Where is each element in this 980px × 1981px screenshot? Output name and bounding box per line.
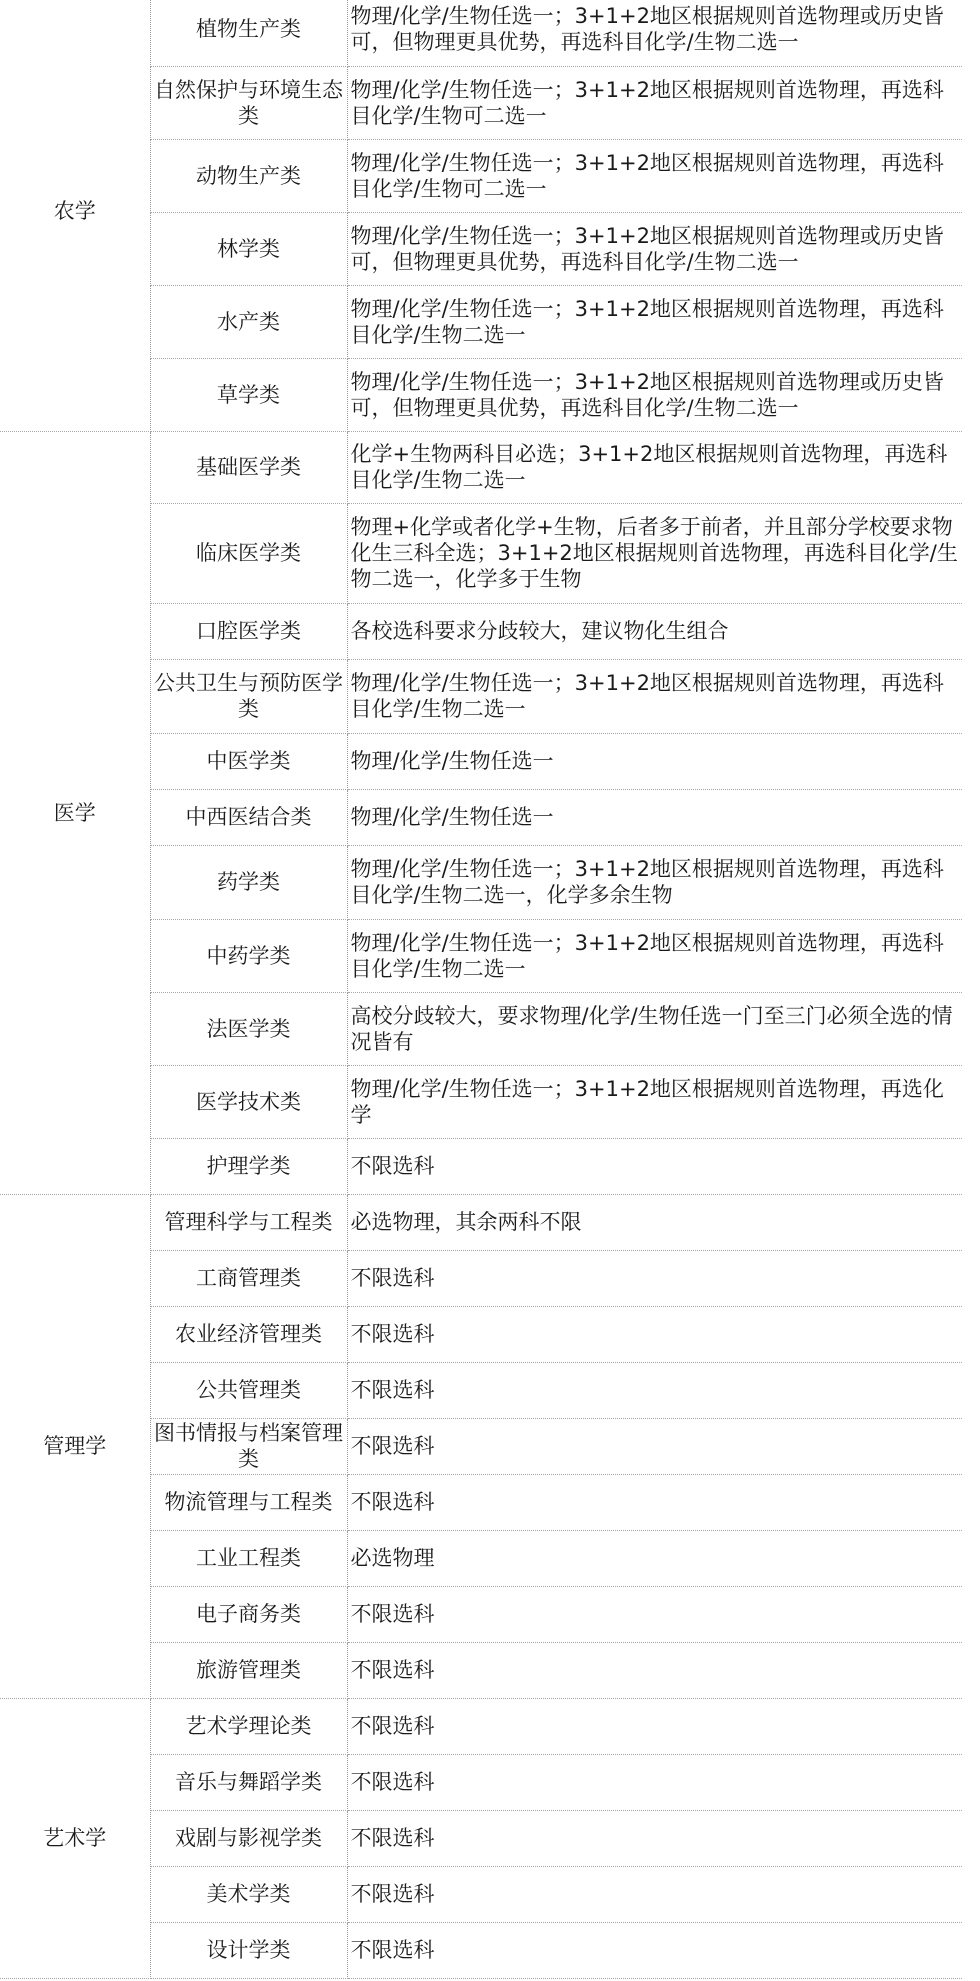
- requirement-cell: 物理/化学/生物任选一；3+1+2地区根据规则首选物理，再选科目化学/生物二选一，化学多余生物: [347, 845, 962, 919]
- requirement-cell: 物理/化学/生物任选一: [347, 789, 962, 845]
- requirement-cell: 不限选科: [347, 1474, 962, 1530]
- requirement-cell: 物理/化学/生物任选一；3+1+2地区根据规则首选物理或历史皆可，但物理更具优势，再选科目化学/生物二选一: [347, 0, 962, 66]
- requirement-cell: 不限选科: [347, 1250, 962, 1306]
- requirement-cell: 必选物理: [347, 1530, 962, 1586]
- requirement-cell: 不限选科: [347, 1138, 962, 1194]
- requirement-cell: 不限选科: [347, 1418, 962, 1474]
- category-cell: 艺术学: [0, 1698, 150, 1978]
- table-row: [0, 1194, 962, 1250]
- major-cell: 公共卫生与预防医学类: [150, 659, 347, 733]
- requirement-cell: 物理/化学/生物任选一；3+1+2地区根据规则首选物理，再选科目化学/生物可二选一: [347, 66, 962, 139]
- category-cell: 农学: [0, 0, 150, 431]
- table-row: [0, 1698, 962, 1754]
- major-cell: 设计学类: [150, 1922, 347, 1978]
- major-cell: 医学技术类: [150, 1065, 347, 1138]
- requirement-cell: 化学+生物两科目必选；3+1+2地区根据规则首选物理，再选科目化学/生物二选一: [347, 431, 962, 503]
- major-cell: 公共管理类: [150, 1362, 347, 1418]
- major-cell: 艺术学理论类: [150, 1698, 347, 1754]
- major-cell: 美术学类: [150, 1866, 347, 1922]
- requirement-cell: 不限选科: [347, 1754, 962, 1810]
- major-cell: 口腔医学类: [150, 603, 347, 659]
- requirement-cell: 物理/化学/生物任选一；3+1+2地区根据规则首选物理，再选科目化学/生物二选一: [347, 919, 962, 992]
- requirement-cell: 不限选科: [347, 1642, 962, 1698]
- major-cell: 农业经济管理类: [150, 1306, 347, 1362]
- requirement-cell: 各校选科要求分歧较大，建议物化生组合: [347, 603, 962, 659]
- major-cell: 自然保护与环境生态类: [150, 66, 347, 139]
- requirement-cell: 不限选科: [347, 1922, 962, 1978]
- major-cell: 动物生产类: [150, 139, 347, 212]
- major-cell: 林学类: [150, 212, 347, 285]
- requirement-cell: 物理/化学/生物任选一；3+1+2地区根据规则首选物理，再选化学: [347, 1065, 962, 1138]
- major-cell: 药学类: [150, 845, 347, 919]
- requirement-cell: 物理/化学/生物任选一；3+1+2地区根据规则首选物理，再选科目化学/生物二选一: [347, 659, 962, 733]
- requirement-cell: 不限选科: [347, 1586, 962, 1642]
- major-cell: 物流管理与工程类: [150, 1474, 347, 1530]
- major-cell: 临床医学类: [150, 503, 347, 603]
- requirement-cell: 不限选科: [347, 1866, 962, 1922]
- major-cell: 音乐与舞蹈学类: [150, 1754, 347, 1810]
- category-cell: 医学: [0, 431, 150, 1194]
- major-cell: 草学类: [150, 358, 347, 431]
- requirement-cell: 不限选科: [347, 1810, 962, 1866]
- major-cell: 护理学类: [150, 1138, 347, 1194]
- requirement-cell: 物理/化学/生物任选一: [347, 733, 962, 789]
- major-cell: 植物生产类: [150, 0, 347, 66]
- table-row: [0, 431, 962, 503]
- major-cell: 旅游管理类: [150, 1642, 347, 1698]
- requirement-cell: 物理/化学/生物任选一；3+1+2地区根据规则首选物理或历史皆可，但物理更具优势，再选科目化学/生物二选一: [347, 212, 962, 285]
- requirement-cell: 不限选科: [347, 1306, 962, 1362]
- requirement-cell: 不限选科: [347, 1698, 962, 1754]
- major-cell: 电子商务类: [150, 1586, 347, 1642]
- requirement-cell: 物理/化学/生物任选一；3+1+2地区根据规则首选物理或历史皆可，但物理更具优势，再选科目化学/生物二选一: [347, 358, 962, 431]
- requirement-cell: 物理/化学/生物任选一；3+1+2地区根据规则首选物理，再选科目化学/生物可二选一: [347, 139, 962, 212]
- category-cell: 管理学: [0, 1194, 150, 1698]
- major-cell: 中西医结合类: [150, 789, 347, 845]
- major-cell: 管理科学与工程类: [150, 1194, 347, 1250]
- major-cell: 中药学类: [150, 919, 347, 992]
- table-row: [0, 0, 962, 66]
- major-cell: 戏剧与影视学类: [150, 1810, 347, 1866]
- requirement-cell: 必选物理，其余两科不限: [347, 1194, 962, 1250]
- major-cell: 中医学类: [150, 733, 347, 789]
- requirement-cell: 不限选科: [347, 1362, 962, 1418]
- major-cell: 工商管理类: [150, 1250, 347, 1306]
- major-cell: 工业工程类: [150, 1530, 347, 1586]
- requirement-cell: 物理+化学或者化学+生物，后者多于前者，并且部分学校要求物化生三科全选；3+1+2地区根据规则首选物理，再选科目化学/生物二选一，化学多于生物: [347, 503, 962, 603]
- major-cell: 法医学类: [150, 992, 347, 1065]
- requirement-cell: 物理/化学/生物任选一；3+1+2地区根据规则首选物理，再选科目化学/生物二选一: [347, 285, 962, 358]
- requirement-cell: 高校分歧较大，要求物理/化学/生物任选一门至三门必须全选的情况皆有: [347, 992, 962, 1065]
- major-cell: 图书情报与档案管理类: [150, 1418, 347, 1474]
- major-cell: 基础医学类: [150, 431, 347, 503]
- major-cell: 水产类: [150, 285, 347, 358]
